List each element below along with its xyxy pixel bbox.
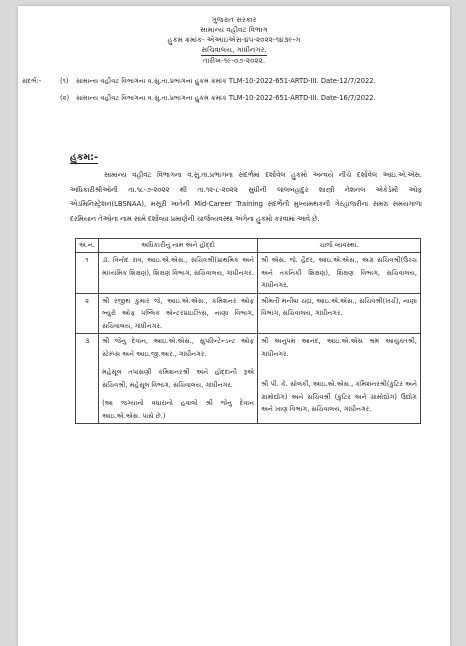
column-header-serial: અ.નં.: [76, 239, 99, 253]
charge-cell: [258, 334, 421, 424]
reference-number: (૧): [60, 77, 69, 85]
office-address: સચિવાલય, ગાંધીનગર.: [201, 45, 267, 54]
charge-text: શ્રી અનુપમ આનંદ, આઇ.એ.એસ શ્રમ આયુક્તશ્રી, ગાંધીનગર.: [261, 337, 417, 358]
reference-item: [60, 76, 440, 86]
table-row: [76, 293, 421, 334]
table-header-row: [76, 239, 421, 253]
row-serial: ૧: [76, 253, 99, 294]
officer-cell: [99, 293, 258, 334]
reference-item: [60, 93, 440, 103]
order-number: હુકમ ક્રમાંક- એઆઇએસ-૪૫-૨૦૨૨-૧૪૩૯-ગ: [167, 35, 301, 44]
reference-text: સામાન્ય વહીવટ વિભાગના વ.સુ.તા.પ્રભાગના હુકમ ક્રમાંક TLM-10-2022-651-ARTD-III. Date-16/7/2022.: [76, 94, 376, 102]
reference-number: (૨): [60, 94, 70, 102]
row-serial: ૩: [76, 334, 99, 424]
officer-note: (આ જગ્યાનો વધારાનો હવાલો શ્રી જેનુ દેવાન આઇ.એ.એસ. પાસે છે.): [102, 399, 255, 420]
charge-text: શ્રીમતી મનીષા ચંદ્રા, આઇ.એ.એસ., સચિવશ્રી(ખર્ચ), નાણા વિભાગ, સચિવાલય, ગાંધીનગર.: [261, 296, 417, 317]
officer-text: શ્રી રજીથ કુમાર જે, આઇ.એ.એસ., કમિશનર ઓફ બ્યુરો ઓફ પબ્લિક એન્ટરપ્રાઇઝિસ, નાણા વિભાગ, સચિવાલય, ગાંધીનગર.: [102, 296, 255, 330]
officer-cell: [99, 334, 258, 424]
order-body-text: સામાન્ય વહીવટ વિભાગના વ.સુ.તા.પ્રભાગના સંદર્ભમાં દર્શાવેલ હુકમો અન્વયે નીચે દર્શાવેલ આઇ.એ.એસ. અધિકારીશ્રીઓની તા.૧૮-૭-૨૦૨૨ થી તા.૧૨-૮-૨૦૨૨ સુધીની લાલબહાદુર શાસ્ત્રી નેશનલ એકેડેમી ઓફ એડમિનિસ્ટ્રેશન(LBSNAA), મસૂરી ખાતેની Mid-Career Training સંદર્ભેની મુખ્યમથકની ગેરહાજરીના સમગ્ર સમયગાળા દરમિયાન તેઓના નામ સામે દર્શાવ્યા પ્રમાણેની ચાર્જવ્યવસ્થા અંગેના હુકમો કરવામાં આવે છે.: [70, 171, 422, 223]
order-heading: હુકમ:-: [70, 152, 98, 163]
charge-cell: [258, 293, 421, 334]
officer-text: શ્રી જેનુ દેવાન, આઇ.એ.એસ., સુપરિન્ટેન્ડન્ટ ઓફ સ્ટેમ્પ્સ અને આઇ.જી.આર., ગાંધીનગર.: [102, 337, 255, 358]
charge-text: શ્રી એસ. જે. હૈદર, આઇ.એ.એસ., અગ્ર સચિવશ્રી(ઉચ્ચ અને તકનિકી શિક્ષણ), શિક્ષણ વિભાગ, સચિવાલય, ગાંધીનગર.: [261, 256, 417, 289]
reference-label: સંદર્ભ:-: [22, 77, 42, 85]
officer-cell: [99, 253, 258, 294]
column-header-officer: અધિકારીનું નામ અને હોદ્દો: [99, 239, 258, 253]
column-header-charge: ચાર્જ વ્યવસ્થા.: [258, 239, 421, 253]
charge-text: શ્રી પી. કે. સોલંકી, આઇ.એ.એસ., કમિશનરશ્રી(કુટિર અને ગ્રામોદ્યોગ) અને સચિવશ્રી (કુટિર અને ગ્રામોદ્યોગ) ઉદ્યોગ અને ખાણ વિભાગ, સચિવાલય, ગાંધીનગર.: [261, 380, 417, 413]
table-row: [76, 253, 421, 294]
reference-text: સામાન્ય વહીવટ વિભાગના વ.સુ.તા.પ્રભાગના હુકમ ક્રમાંક TLM-10-2022-651-ARTD-III. Date-12/7/2022.: [76, 77, 376, 85]
charge-assignment-table: [75, 238, 421, 424]
officer-text: મહેસૂલ તપાસણી કમિશનરશ્રી અને હોદ્દાની રૂએ સચિવશ્રી, મહેસૂલ વિભાગ, સચિવાલય, ગાંધીનગર.: [102, 368, 255, 389]
row-serial: ૨: [76, 293, 99, 334]
government-name: ગુજરાત સરકાર: [211, 15, 257, 24]
charge-cell: [258, 253, 421, 294]
document-header: [18, 15, 450, 66]
order-date: તારીખ-૧૯-૦૭-૨૦૨૨.: [202, 56, 266, 65]
officer-text: ડૉ. વિનોદ રાવ, આઇ.એ.એસ., સચિવશ્રી(પ્રાથમિક અને માધ્યમિક શિક્ષણ), શિક્ષણ વિભાગ, સચિવાલય, ગાંધીનગર.: [102, 256, 255, 277]
reference-section: [22, 76, 440, 110]
table-row: [76, 334, 421, 424]
department-name: સામાન્ય વહીવટ વિભાગ: [200, 25, 268, 34]
document-page: [18, 6, 450, 646]
